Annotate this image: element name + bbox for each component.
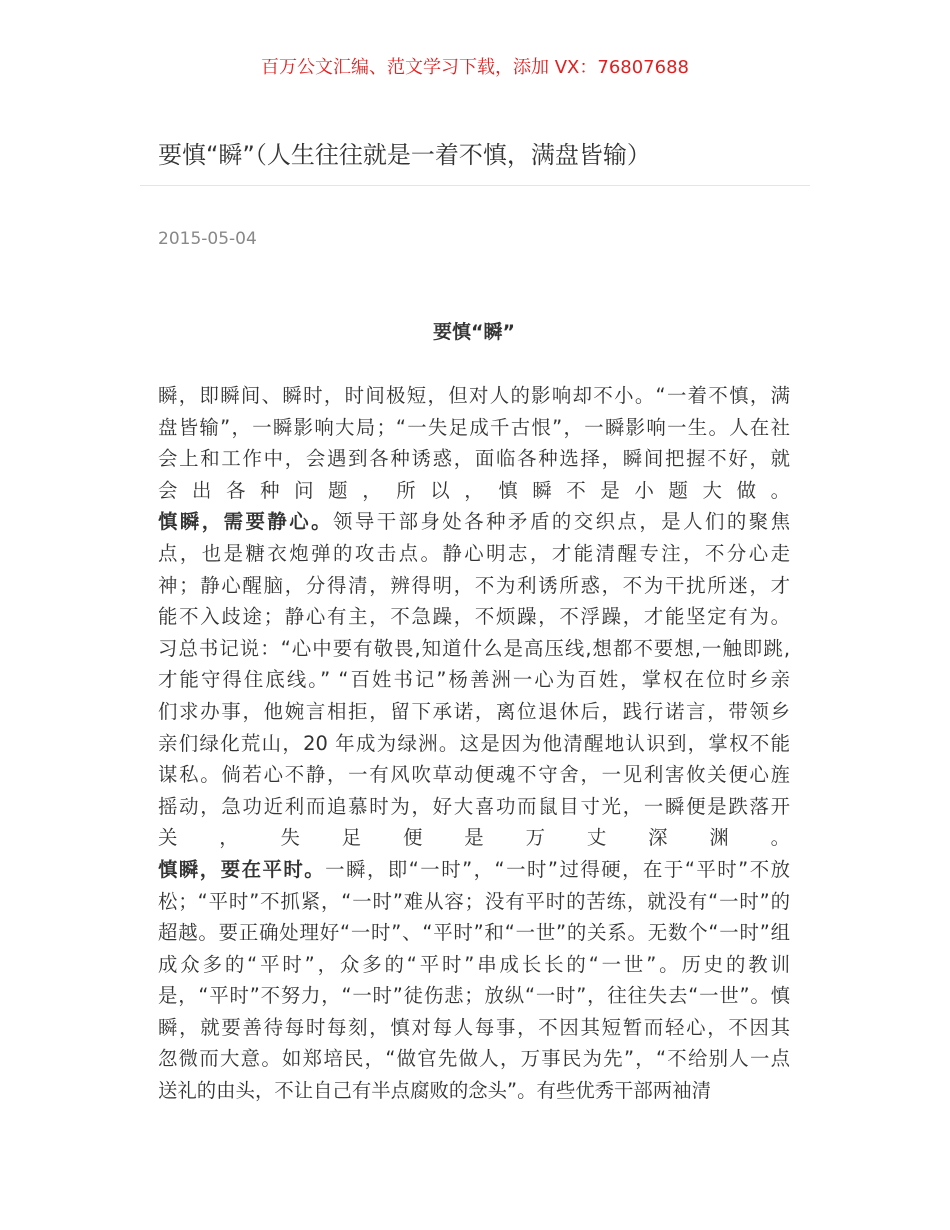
- body-line: 关 ， 失 足 便 是 万 丈 深 渊 。: [158, 826, 790, 850]
- body-line-with-subhead: [158, 506, 790, 538]
- body-line-text: 领导干部身处各种矛盾的交织点，是人们的聚焦: [333, 510, 790, 534]
- article-title: 要慎“瞬”（人生往往就是一着不慎，满盘皆输）: [158, 141, 651, 169]
- body-line: 是，“平时”不努力，“一时”徒伤悲；放纵“一时”，往往失去“一世”。慎: [158, 984, 790, 1008]
- body-line: 松；“平时”不抓紧，“一时”难从容；没有平时的苦练，就没有“一时”的: [158, 889, 790, 913]
- title-divider: [140, 185, 810, 186]
- body-line: 瞬，就要善待每时每刻，慎对每人每事，不因其短暂而轻心，不因其: [158, 1015, 790, 1039]
- section-heading: 要慎“瞬”: [433, 321, 515, 343]
- body-line-with-subhead: [158, 854, 790, 886]
- body-line: 习总书记说：“心中要有敬畏,知道什么是高压线,想都不要想,一触即跳,: [158, 636, 790, 660]
- body-line: 盘皆输”，一瞬影响大局；“一失足成千古恨”，一瞬影响一生。人在社: [158, 415, 790, 439]
- subhead-ordinary: 慎瞬，要在平时。: [158, 857, 326, 881]
- body-line: 超越。要正确处理好“一时”、“平时”和“一世”的关系。无数个“一时”组: [158, 921, 790, 945]
- body-line: 谋私。倘若心不静，一有风吹草动便魂不守舍，一见利害攸关便心旌: [158, 763, 790, 787]
- body-line: 摇动，急功近利而追慕时为，好大喜功而鼠目寸光，一瞬便是跌落开: [158, 794, 790, 818]
- body-line: 能不入歧途；静心有主，不急躁，不烦躁，不浮躁，才能坚定有为。: [158, 605, 790, 629]
- body-line: 成众多的“平时”，众多的“平时”串成长长的“一世”。历史的教训: [158, 952, 790, 976]
- body-line: 神；静心醒脑，分得清，辨得明，不为利诱所惑，不为干扰所迷，才: [158, 573, 790, 597]
- body-line: 忽微而大意。如郑培民，“做官先做人，万事民为先”，“不给别人一点: [158, 1047, 790, 1071]
- body-line: 亲们绿化荒山，20 年成为绿洲。这是因为他清醒地认识到，掌权不能: [158, 731, 790, 755]
- body-line: 会上和工作中，会遇到各种诱惑，面临各种选择，瞬间把握不好，就: [158, 447, 790, 471]
- body-line-text: 一瞬，即“一时”，“一时”过得硬，在于“平时”不放: [325, 857, 790, 881]
- article-body: [158, 380, 790, 1107]
- body-line: 瞬，即瞬间、瞬时，时间极短，但对人的影响却不小。“一着不慎，满: [158, 384, 790, 407]
- body-line: 送礼的由头，不让自己有半点腐败的念头”。有些优秀干部两袖清: [158, 1079, 711, 1103]
- header-banner: 百万公文汇编、范文学习下载，添加 VX：76807688: [261, 57, 689, 78]
- article-date: 2015-05-04: [158, 229, 257, 249]
- subhead-calm: 慎瞬，需要静心。: [158, 510, 334, 534]
- body-line: 会 出 各 种 问 题 ， 所 以 ， 慎 瞬 不 是 小 题 大 做 。: [158, 478, 790, 502]
- body-line: 们求办事，他婉言相拒，留下承诺，离位退休后，践行诺言，带领乡: [158, 699, 790, 723]
- body-line: 点，也是糖衣炮弹的攻击点。静心明志，才能清醒专注，不分心走: [158, 541, 790, 565]
- body-line: 才能守得住底线。” “百姓书记”杨善洲一心为百姓，掌权在位时乡亲: [158, 668, 790, 692]
